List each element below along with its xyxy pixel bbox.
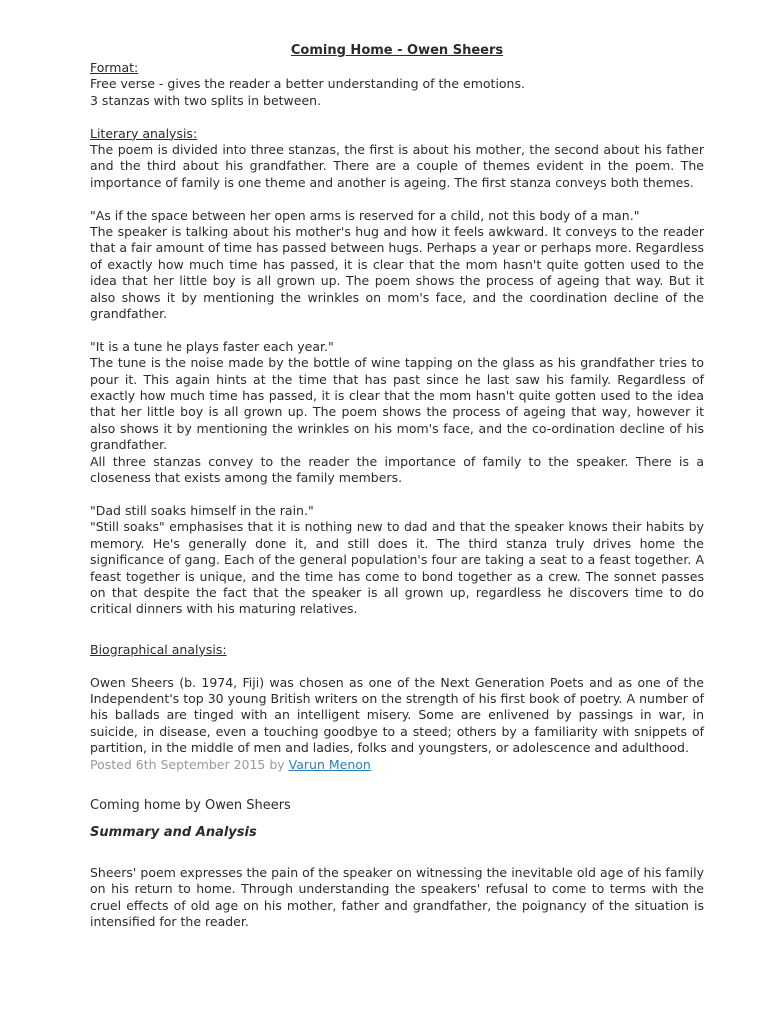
analysis-paragraph-family: All three stanzas convey to the reader the importance of family to the speaker. There is a closeness that exists among the family members.	[90, 453, 704, 486]
analysis-paragraph-dad: "Still soaks" emphasises that it is nothing new to dad and that the speaker knows their habits by memory. He's generally done it, and still does it. The third stanza truly drives home the significance of gang. Each of the general population's four are taking a seat to a feast together. A feast together is unique, and the time has come to bond together as a crew. The sonnet passes on that despite the fact that the speaker is all grown up, regardless he discovers time to do critical dinners with his maturing relatives.	[90, 519, 704, 617]
quote-mother: "As if the space between her open arms is reserved for a child, not this body of a man."	[90, 207, 640, 223]
author-link[interactable]: Varun Menon	[288, 756, 371, 772]
biographical-analysis-heading: Biographical analysis:	[90, 641, 227, 657]
quote-dad: "Dad still soaks himself in the rain."	[90, 502, 314, 518]
format-line: Free verse - gives the reader a better understanding of the emotions.	[90, 76, 525, 92]
summary-paragraph: Sheers' poem expresses the pain of the speaker on witnessing the inevitable old age of his family on his return to home. Through understanding the speakers' refusal to come to terms with the cruel effects of old age on his mother, father and grandfather, the poignancy of the situation is intensified for the reader.	[90, 864, 704, 930]
literary-intro-paragraph: The poem is divided into three stanzas, the first is about his mother, the second about his father and the third about his grandfather. There are a couple of themes evident in the poem. The importance of family is one theme and another is ageing. The first stanza conveys both themes.	[90, 142, 704, 190]
page-title: Coming Home - Owen Sheers	[290, 43, 504, 58]
quote-grandfather: "It is a tune he plays faster each year."	[90, 338, 334, 354]
format-heading: Format:	[90, 60, 139, 75]
analysis-paragraph-mother: The speaker is talking about his mother's hug and how it feels awkward. It conveys to the reader that a fair amount of time has passed between hugs. Perhaps a year or perhaps more. Regardless of exactly how much time has passed, it is clear that the mom hasn't quite gotten used to the idea that her little boy is all grown up. The poem shows the process of ageing that way. But it also shows it by mentioning the wrinkles on mom's face, and the coordination decline of the grandfather.	[90, 224, 704, 322]
literary-analysis-heading: Literary analysis:	[90, 125, 198, 141]
posted-date: Posted 6th September 2015 by	[90, 756, 289, 772]
biographical-paragraph: Owen Sheers (b. 1974, Fiji) was chosen as one of the Next Generation Poets and as one of the Independent's top 30 young British writers on the strength of his first book of poetry. A number of his ballads are tinged with an intelligent misery. Some are enlivened by passings in war, in suicide, in disease, even a touching goodbye to a steed; others by a familiarity with snippets of partition, in the middle of men and ladies, folks and youngsters, or adolescence and adulthood.	[90, 674, 704, 756]
posted-line	[90, 757, 704, 773]
document-page	[90, 42, 704, 931]
summary-heading: Summary and Analysis	[90, 824, 257, 840]
coming-home-byline: Coming home by Owen Sheers	[90, 797, 291, 813]
analysis-paragraph-grandfather: The tune is the noise made by the bottle of wine tapping on the glass as his grandfather tries to pour it. This again hints at the time that has past since he last saw his family. Regardless of exactly how much time has passed, it is clear that the mom hasn't quite gotten used to the idea that her little boy is all grown up. The poem shows the process of ageing that way, however it also shows it by mentioning the wrinkles on his mom's face, and the co-ordination decline of his grandfather.	[90, 355, 704, 453]
format-line: 3 stanzas with two splits in between.	[90, 92, 322, 108]
